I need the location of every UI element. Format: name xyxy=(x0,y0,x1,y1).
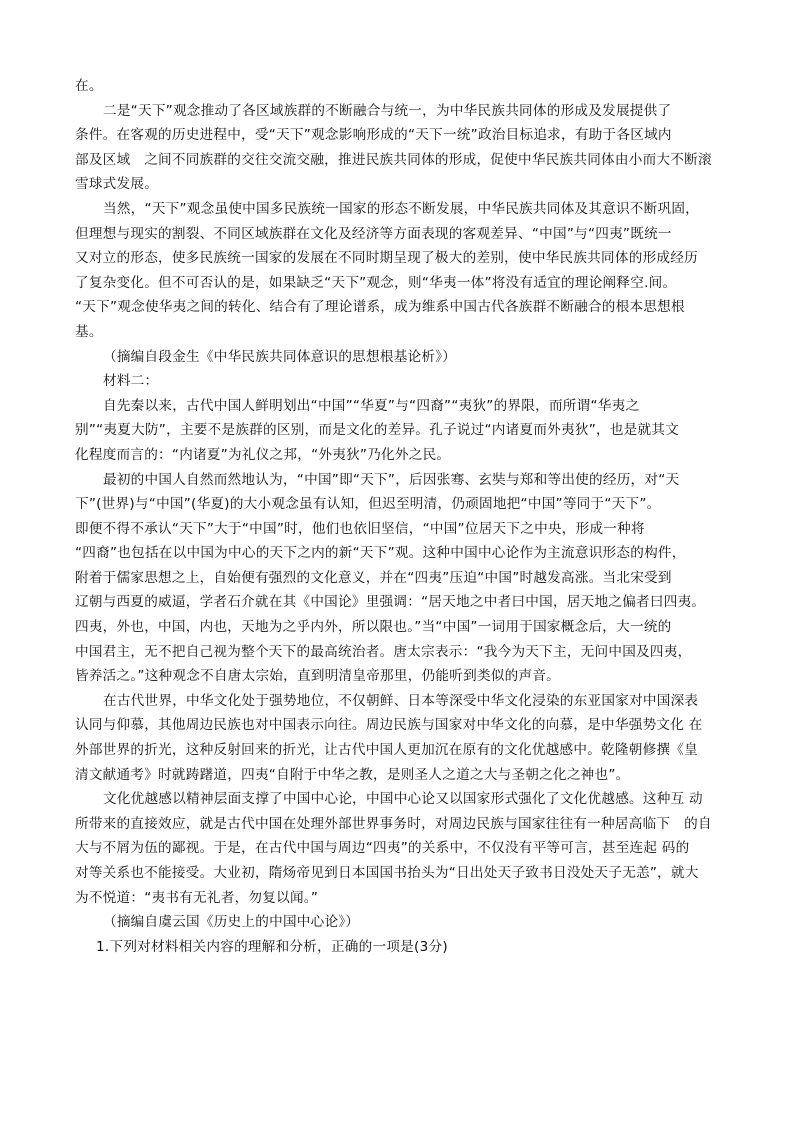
text-line: 大与不屑为伍的鄙视。于是，在古代中国与周边“四夷”的关系中，不仅没有平等可言，甚至连起 码的 xyxy=(75,840,690,857)
text-line: 文化优越感以精神层面支撑了中国中心论，中国中心论又以国家形式强化了文化优越感。这种互 动 xyxy=(103,791,703,808)
text-line: 又对立的形态，使多民族统一国家的发展在不同时期呈现了极大的差别，使中华民族共同体的形成经历 xyxy=(75,250,698,267)
text-line: 所带来的直接效应，就是古代中国在处理外部世界事务时，对周边民族与国家往往有一种居高临下 的自 xyxy=(75,815,712,832)
text-line: 最初的中国人自然而然地认为，“中国”即“天下”，后因张骞、玄奘与郑和等出使的经历，对“天 xyxy=(103,471,680,488)
text-line: 即便不得不承认“天下”大于“中国”时，他们也依旧坚信，“中国”位居天下之中央，形成一种将 xyxy=(75,520,645,537)
text-line: 辽朝与西夏的威逼，学者石介就在其《中国论》里强调：“居天地之中者曰中国，居天地之偏者曰四夷。 xyxy=(75,594,706,611)
text-line: 条件。在客观的历史进程中，受“天下”观念影响形成的“天下一统”政治目标追求，有助于各区域内 xyxy=(75,127,672,144)
text-line: 材料二： xyxy=(103,373,159,390)
text-line: “天下”观念使华夷之间的转化、结合有了理论谱系，成为维系中国古代各族群不断融合的根本思想根 xyxy=(75,299,685,316)
text-line: 当然，“天下”观念虽使中国多民族统一国家的形态不断发展，中华民族共同体及其意识不断巩固， xyxy=(103,200,700,217)
text-line: 对等关系也不能接受。大业初，隋炀帝见到日本国国书抬头为“日出处天子致书日没处天子无恙”，就大 xyxy=(75,865,699,881)
text-line: 部及区域 之间不同族群的交往交流交融，推进民族共同体的形成，促使中华民族共同体由小而大不断滚 xyxy=(75,151,712,168)
question-text: 1.下列对材料相关内容的理解和分析，正确的一项是(3分) xyxy=(96,938,448,955)
text-line: 自先秦以来，古代中国人鲜明划出“中国”“华夏”与“四裔”“夷狄”的界限，而所谓“华夷之 xyxy=(103,397,640,414)
text-line: 但理想与现实的割裂、不同区域族群在文化及经济等方面表现的客观差异、“中国”与“四夷”既统一 xyxy=(75,225,672,242)
text-line: 四夷，外也，中国，内也，天地为之乎内外，所以限也。”当“中国”一词用于国家概念后，大一统的 xyxy=(75,619,672,636)
text-line: 外部世界的折光，这种反射回来的折光，让古代中国人更加沉在原有的文化优越感中。乾隆朝修撰《皇 xyxy=(75,742,698,759)
text-line: 基。 xyxy=(75,323,103,340)
text-line: 清文献通考》时就踌躇道，四夷“自附于中华之教，是则圣人之道之大与圣朝之化之神也”。 xyxy=(75,766,630,783)
text-line: 化程度而言的：“内诸夏”为礼仪之邦，“外夷狄”乃化外之民。 xyxy=(75,446,451,463)
text-line: 中国君主，无不把自己视为整个天下的最高统治者。唐太宗表示：“我今为天下主，无问中国及四夷， xyxy=(75,643,692,660)
text-line: 了复杂变化。但不可否认的是，如果缺乏“天下”观念，则“华夷一体”将没有适宜的理论阐释空.间。 xyxy=(75,274,677,291)
text-line: “四裔”也包括在以中国为中心的天下之内的新“天下”观。这种中国中心论作为主流意识形态的构件， xyxy=(75,545,686,562)
text-line: 下”(世界)与“中国”(华夏)的大小观念虽有认知，但迟至明清，仍顽固地把“中国”等同于“天下”。 xyxy=(75,496,661,513)
text-line: 在古代世界，中华文化处于强势地位，不仅朝鲜、日本等深受中华文化浸染的东亚国家对中国深表 xyxy=(103,692,699,709)
text-line: 雪球式发展。 xyxy=(75,176,159,193)
text-line: 为不悦道：“夷书有无礼者，勿复以闻。” xyxy=(75,889,319,906)
text-line: 在。 xyxy=(75,78,103,94)
text-line: 认同与仰慕，其他周边民族也对中国表示向往。周边民族与国家对中华文化的向慕，是中华强势文化 在 xyxy=(75,717,703,734)
text-line: 别”“夷夏大防”，主要不是族群的区别，而是文化的差异。孔子说过“内诸夏而外夷狄”，也是就其文 xyxy=(75,422,680,439)
text-line: 附着于儒家思想之上，自始便有强烈的文化意义，并在“四夷”压迫“中国”时越发高涨。当北宋受到 xyxy=(75,569,672,586)
text-line: （摘编自段金生《中华民族共同体意识的思想根基论析》） xyxy=(103,348,457,365)
text-line: 二是“天下”观念推动了各区域族群的不断融合与统一，为中华民族共同体的形成及发展提供了 xyxy=(103,102,672,119)
text-line: 皆养活之。”这种观念不自唐太宗始，直到明清皇帝那里，仍能听到类似的声音。 xyxy=(75,668,561,685)
text-line: （摘编自虞云国《历史上的中国中心论》） xyxy=(103,914,360,931)
